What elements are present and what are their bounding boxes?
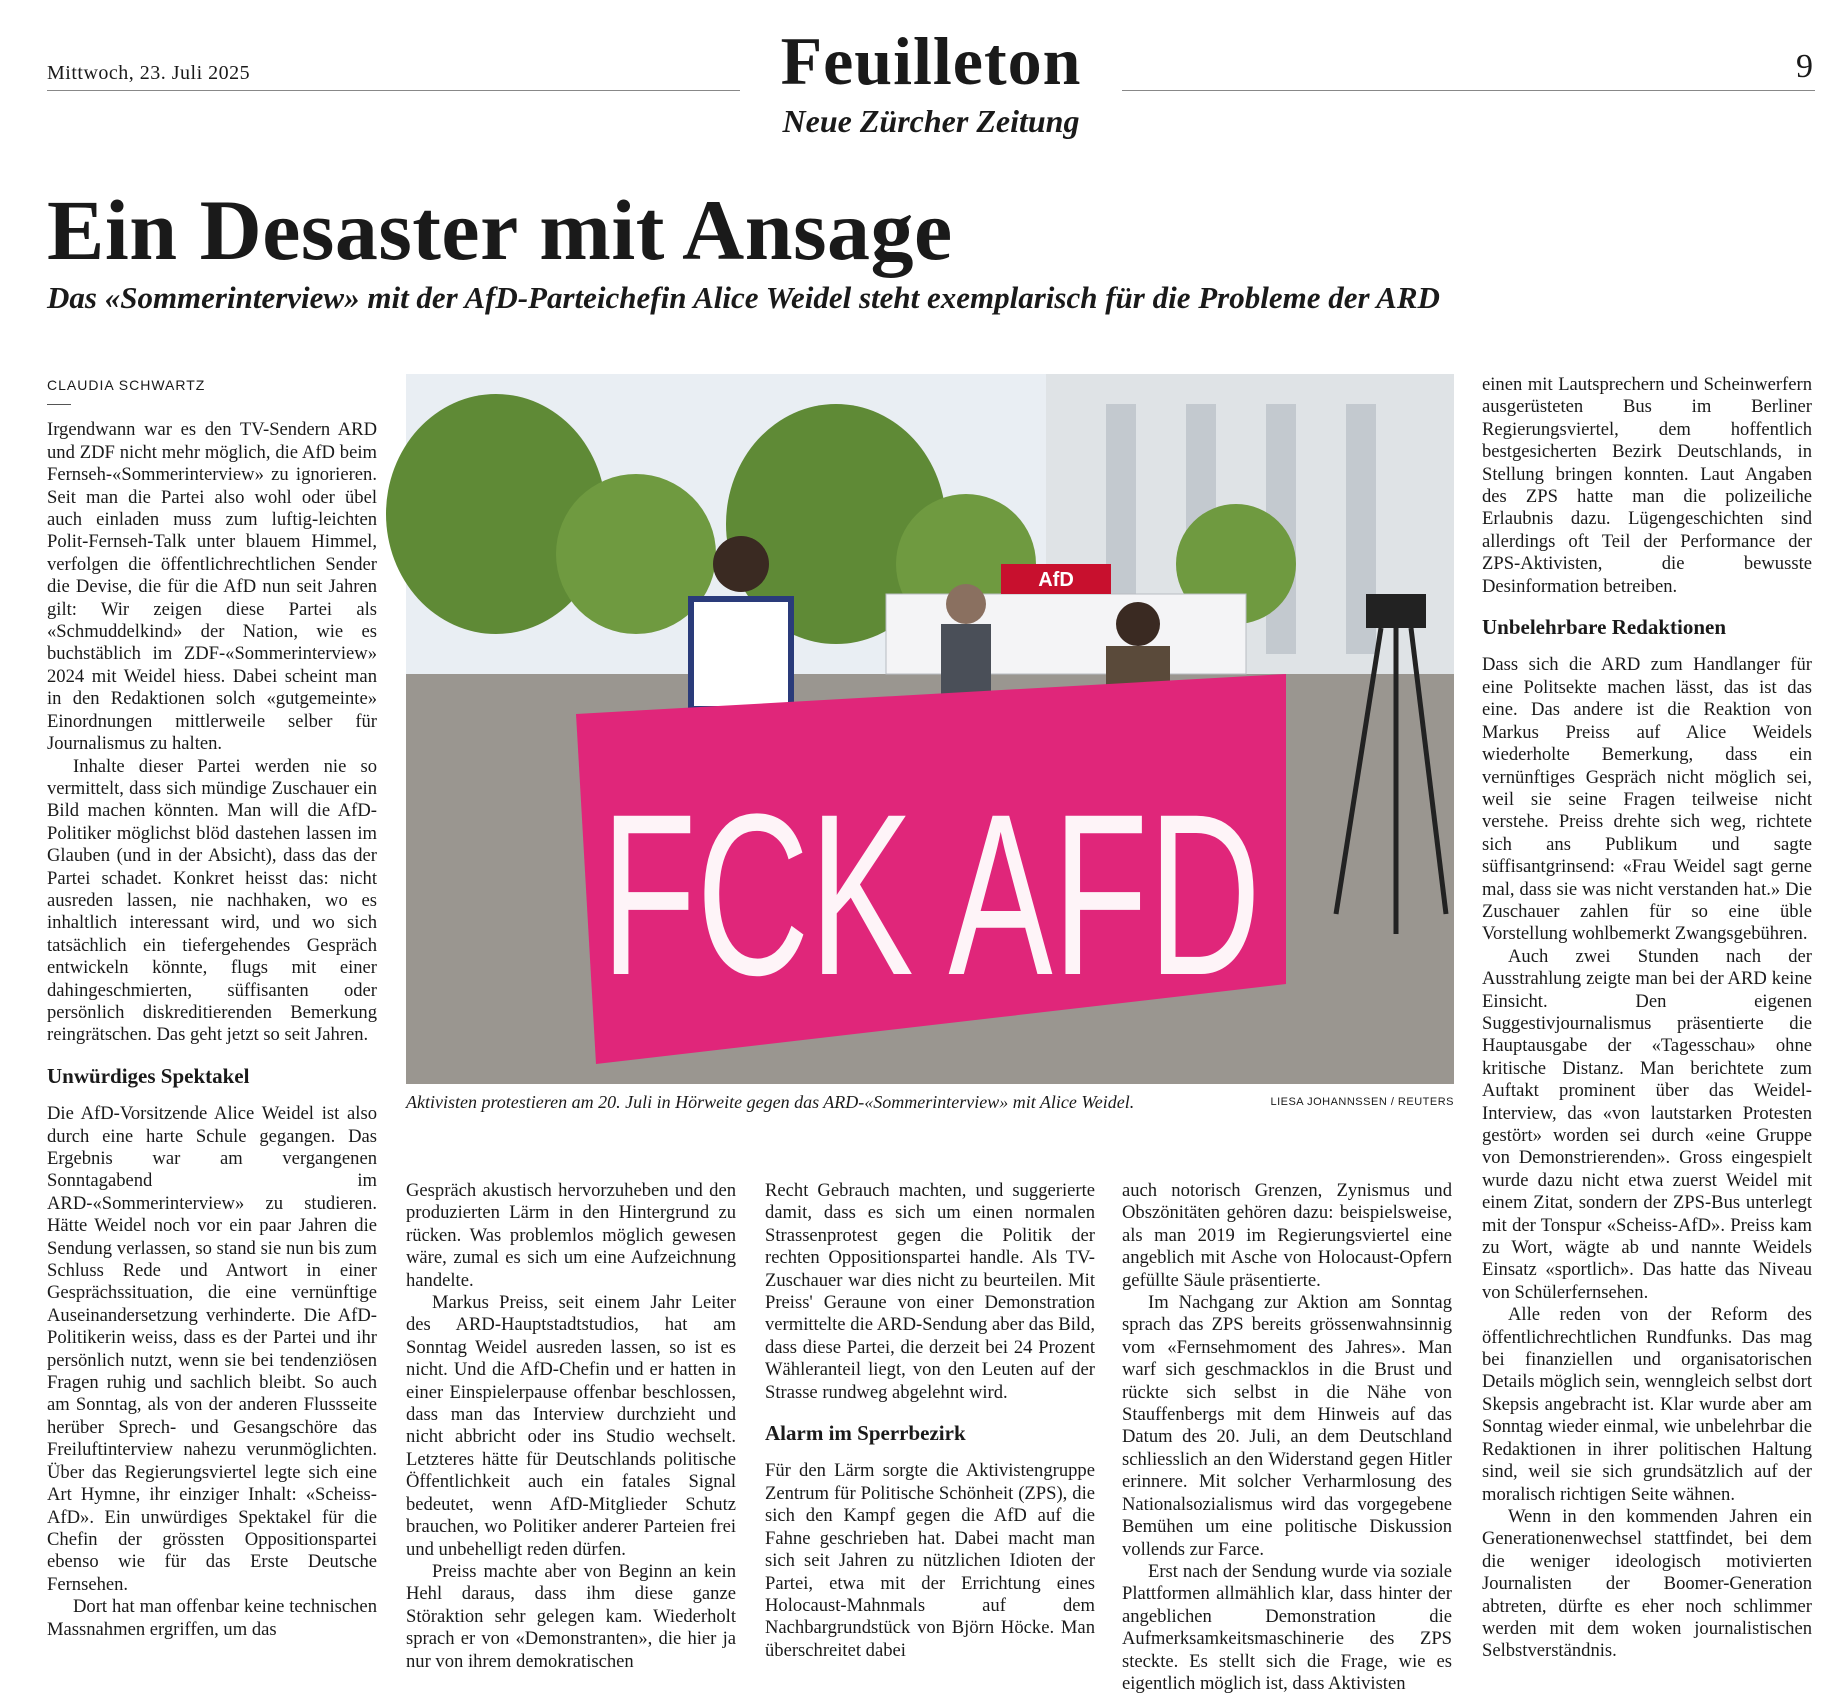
subheading: Unwürdiges Spektakel <box>47 1063 250 1088</box>
article-column-4 <box>1122 1180 1452 1695</box>
header-rule-left <box>47 90 740 91</box>
paragraph: einen mit Lautsprechern und Scheinwerfern ausgerüsteten Bus im Berliner Regierungsviertel, dem hoffentlich bestgesicherten Bezirk Deutschlands, in Stellung bringen konnten. Laut Angaben des ZPS hatte man die polizeiliche Erlaubnis dazu. Lügengeschichten sind allerdings oft Teil der Performance der ZPS-Aktivisten, die bewusste Desinformation betreiben. <box>1482 374 1812 597</box>
paragraph: Erst nach der Sendung wurde via soziale Plattformen allmählich klar, dass hinter der angeblichen Demonstration die Aufmerksamkeitsmaschinerie des ZPS steckte. Es stellt sich die Frage, wie es eigentlich möglich ist, dass Aktivisten <box>1122 1560 1452 1694</box>
newspaper-name: Neue Zürcher Zeitung <box>782 103 1080 139</box>
paragraph: Dass sich die ARD zum Handlanger für eine Politsekte machen lässt, das ist das eine. Das andere ist die Reaktion von Markus Preiss auf Alice Weidels wiederholte Bemerkung, dass ein vernünftiges Gespräch nicht möglich sei, weil sie seine Fragen teilweise nicht verstehe. Preiss drehte sich weg, richtete sich ans Publikum und sagte süffisantgrinsend: «Frau Weidel sagt gerne mal, dass sie was nicht verstanden hat.» Die Zuschauer zahlen für so eine üble Vorstellung wohlbemerkt Zwangsgebühren. <box>1482 654 1812 945</box>
section-title: Feuilleton <box>780 23 1082 99</box>
article-column-1 <box>47 374 377 1641</box>
paragraph: Alle reden von der Reform des öffentlichrechtlichen Rundfunks. Das mag bei finanziellen und organisatorischen Details möglich sein, wenngleich selbst dort Skepsis angebracht ist. Klar wurde aber am Sonntag wieder einmal, wie unbelehrbar die Redaktionen in ihrer politischen Haltung sind, weil sie sich grundsätzlich auf der moralisch richtigen Seite wähnen. <box>1482 1304 1812 1505</box>
photo-credit: LIESA JOHANNSSEN / REUTERS <box>1270 1096 1454 1108</box>
paragraph: Wenn in den kommenden Jahren ein Generationenwechsel stattfindet, bei dem die weniger ideologisch motivierten Journalisten der Boomer-Generation abtreten, dürfte es eher noch schlimmer werden mit dem woken journalistischen Selbstverständnis. <box>1482 1505 1812 1662</box>
paragraph: Gespräch akustisch hervorzuheben und den produzierten Lärm in den Hintergrund zu rücken. Was problemlos möglich gewesen wäre, zumal es sich um eine Aufzeichnung handelte. <box>406 1180 736 1291</box>
article-column-2 <box>406 1180 736 1673</box>
paragraph: auch notorisch Grenzen, Zynismus und Obszönitäten gehören dazu: beispielsweise, als man 2019 im Regierungsviertel eine angeblich mit Asche von Holocaust-Opfern gefüllte Säule präsentierte. <box>1122 1180 1452 1291</box>
author-byline: CLAUDIA SCHWARTZ <box>47 377 206 393</box>
article-photo <box>406 374 1454 1084</box>
article-headline: Ein Desaster mit Ansage <box>47 182 953 278</box>
issue-date: Mittwoch, 23. Juli 2025 <box>47 62 251 84</box>
paragraph: Auch zwei Stunden nach der Ausstrahlung zeigte man bei der ARD keine Einsicht. Den eigenen Suggestivjournalismus präsentierte die Hauptausgabe der «Tagesschau» ohne kritische Distanz. Man berichtete zum Auftakt prominent über das Weidel-Interview, das «von lautstarken Protesten gestört» worden sei durch «eine Gruppe von Demonstrierenden». Gross eingespielt wurde dazu nicht etwa zuerst Weidel mit einem Zitat, sondern der ZPS-Bus unterlegt mit der Tonspur «Scheiss-AfD». Preiss kam zu Wort, wägte ab und nannte Weidels Einsatz «sportlich». Das hatte das Niveau von Schülerfernsehen. <box>1482 945 1812 1303</box>
paragraph: Im Nachgang zur Aktion am Sonntag sprach das ZPS bereits grössenwahnsinnig vom «Fernsehmoment des Jahres». Man warf sich geschmacklos in die Brust und rückte sich selbst in die Nähe von Stauffenbergs mit dem Hinweis auf das Datum des 20. Juli, an dem Deutschland schliesslich an den Widerstand gegen Hitler erinnere. Mit solcher Verharmlosung des Nationalsozialismus wird das vorgegebene Bemühen um eine politische Diskussion vollends zur Farce. <box>1122 1292 1452 1560</box>
article-column-5 <box>1482 374 1812 1663</box>
photo-person-head <box>713 536 769 592</box>
paragraph: Markus Preiss, seit einem Jahr Leiter des ARD-Hauptstadtstudios, hat am Sonntag Weidel ausreden lassen, so ist es nicht. Und die AfD-Chefin und er hatten in einer Einspielerpause offenbar beschlossen, dass man das Interview durchzieht und nicht abbricht oder ins Studio wechselt. Letzteres hätte für Deutschlands politische Öffentlichkeit auch ein fatales Signal bedeutet, wenn AfD-Mitglieder Schutz brauchen, wo Politiker anderer Parteien frei und unbehelligt reden dürfen. <box>406 1292 736 1560</box>
paragraph: Irgendwann war es den TV-Sendern ARD und ZDF nicht mehr möglich, die AfD beim Fernseh-«Sommerinterview» zu ignorieren. Seit man die Partei also wohl oder übel auch einladen muss zum luftig-leichten Polit-Fernseh-Talk unter blauem Himmel, verfolgen die öffentlichrechtlichen Sender die Devise, die für die AfD nun seit Jahren gilt: Wir zeigen diese Partei als «Schmuddelkind» der Nation, wie es buchstäblich im ZDF-«Sommerinterview» 2024 mit Weidel hiess. Dabei scheint man in den Redaktionen solch «gutgemeinte» Einordnungen mittlerweile selber für Journalismus zu halten. <box>47 419 377 755</box>
paragraph: Für den Lärm sorgte die Aktivistengruppe Zentrum für Politische Schönheit (ZPS), die sich den Kampf gegen die AfD auf die Fahne geschrieben hat. Dabei macht man sich seit Jahren zu nützlichen Idioten der Partei, etwa mit der Errichtung eines Holocaust-Mahnmals auf dem Nachbargrundstück von Björn Höcke. Man überschreitet dabei <box>765 1460 1095 1661</box>
photo-person-body <box>941 624 991 694</box>
paragraph: Preiss machte aber von Beginn an kein Hehl daraus, dass ihm diese ganze Störaktion sehr gelegen kam. Wiederholt sprach er von «Demonstranten», die hier ja nur von ihrem demokratischen <box>406 1560 736 1672</box>
protest-photo-illustration <box>406 374 1454 1084</box>
paragraph: Die AfD-Vorsitzende Alice Weidel ist also durch eine harte Schule gegangen. Das Ergebnis war am vergangenen Sonntagabend im ARD-«Sommerinterview» zu studieren. Hätte Weidel noch vor ein paar Jahren die Sendung verlassen, so stand sie nun bis zum Schluss Rede und Antwort in einer Gesprächssituation, die eine vernünftige Auseinandersetzung verhinderte. Die AfD-Politikerin weiss, dass es der Partei und ihr persönlich nutzt, wenn sie bei tendenziösen Fragen ruhig und sachlich bleibt. So auch am Sonntag, als von der anderen Flussseite herüber Sprech- und Gesangschöre das Freiluftinterview nahezu verunmöglichten. Über das Regierungsviertel legte sich eine Art Hymne, ihr einziger Inhalt: «Scheiss-AfD». Ein unwürdiges Spektakel für die Chefin der grössten Oppositionspartei ebenso wie für das Erste Deutsche Fernsehen. <box>47 1103 377 1595</box>
subheading: Unbelehrbare Redaktionen <box>1482 615 1727 640</box>
subheading: Alarm im Sperrbezirk <box>765 1421 966 1446</box>
photo-camera <box>1366 594 1426 628</box>
header-rule-right <box>1122 90 1815 91</box>
photo-person-head <box>946 584 986 624</box>
page-number: 9 <box>1796 48 1813 85</box>
photo-person-head <box>1116 602 1160 646</box>
photo-person-body <box>691 599 791 709</box>
protest-banner-text: FCK AFD <box>601 766 1261 1023</box>
article-column-3 <box>765 1180 1095 1662</box>
paragraph: Recht Gebrauch machten, und suggerierte damit, dass es sich um einen normalen Strassenprotest gegen die Politik der rechten Oppositionspartei handle. Als TV-Zuschauer war dies nicht zu beurteilen. Mit Preiss' Geraune von einer Demonstration vermittelte die ARD-Sendung aber das Bild, dass diese Partei, die derzeit bei 24 Prozent Wähleranteil liegt, von den Leuten auf der Strasse rundweg abgelehnt wird. <box>765 1180 1095 1403</box>
caption-text: Aktivisten protestieren am 20. Juli in Hörweite gegen das ARD-«Sommerinterview» mit Alice Weidel. <box>406 1092 1135 1112</box>
article-subheadline: Das «Sommerinterview» mit der AfD-Parteichefin Alice Weidel steht exemplarisch für die Probleme der ARD <box>47 280 1440 315</box>
paragraph: Inhalte dieser Partei werden nie so vermittelt, dass sich mündige Zuschauer ein Bild machen könnten. Man will die AfD-Politiker möglichst blöd dastehen lassen im Glauben (und in der Absicht), dass das der Partei schadet. Konkret heisst das: nicht ausreden lassen, nie nachhaken, wo es inhaltlich interessant wird, und wo sich tatsächlich ein tiefergehendes Gespräch entwickeln könnte, flugs mit einer dahingeschmierten, süffisanten oder persönlich diskreditierenden Bemerkung reingrätschen. Das geht jetzt so seit Jahren. <box>47 755 377 1046</box>
paragraph: Dort hat man offenbar keine technischen Massnahmen ergriffen, um das <box>47 1596 377 1640</box>
photo-bus <box>886 594 1246 674</box>
byline-rule <box>47 404 71 405</box>
photo-bus-label: AfD <box>1038 569 1074 591</box>
